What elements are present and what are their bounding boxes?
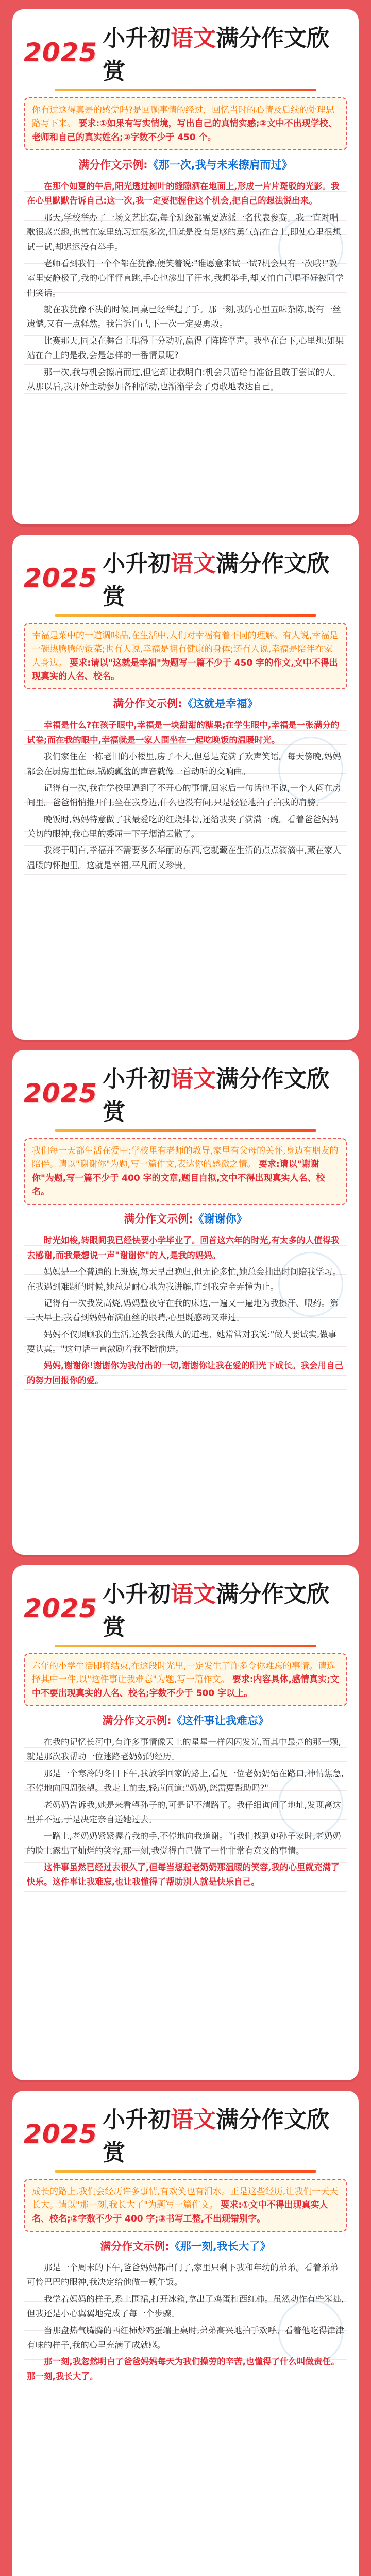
title-year: 2025 [24, 563, 98, 593]
title-year: 2025 [24, 1078, 98, 1108]
essay-paragraph: 那一刻,我忽然明白了爸爸妈妈每天为我们操劳的辛苦,也懂得了什么叫做责任。那一刻,我长大了。 [27, 2357, 340, 2381]
prompt-text: 幸福是菜中的一道调味品,在生活中,人们对幸福有着不同的理解。有人说,幸福是一碗热腾腾的饭菜;也有人说,幸福是拥有健康的身体;还有人说,幸福是陪伴在家人身边。 [32, 631, 339, 668]
prompt-box [24, 2179, 347, 2232]
title-underline [55, 1129, 316, 1132]
card-title [24, 1057, 347, 1126]
title-year: 2025 [24, 1594, 98, 1623]
essay-paragraph: 晚饭时,妈妈特意做了我最爱吃的红烧排骨,还给我夹了满满一碗。看着爸爸妈妈关切的眼神,我心里的委屈一下子烟消云散了。 [27, 814, 339, 839]
essay-body [24, 1231, 347, 1393]
essay-card-1 [12, 9, 359, 524]
essay-paragraph: 幸福是什么?在孩子眼中,幸福是一块甜甜的糖果;在学生眼中,幸福是一张满分的试卷;而在我的眼中,幸福就是一家人围坐在一起吃晚饭的温暖时光。 [27, 720, 340, 745]
essay-body [24, 2259, 347, 2389]
essay-paragraph: 比赛那天,同桌在舞台上唱得十分动听,赢得了阵阵掌声。我坐在台下,心里想:如果站在台上的是我,会是怎样的一番情景呢? [27, 335, 344, 361]
prompt-text: 六年的小学生活即将结束,在这段时光里,一定发生了许多令你难忘的事情。请选择其中一件,以"这件事让我难忘"为题,写一篇作文。 [32, 1661, 335, 1685]
essay-card-4 [12, 1565, 359, 2080]
essay-paragraph: 我终于明白,幸福并不需要多么华丽的东西,它就藏在生活的点点滴滴中,藏在家人温暖的怀抱里。这就是幸福,平凡而又珍贵。 [27, 845, 341, 870]
prompt-text: 你有过这得真是的感觉吗?是回顾事情的经过，回忆当时的心情及后续的处理思路写下来。 [32, 105, 335, 129]
prompt-requirements: 要求:请以"谢谢你"为题,写一篇不少于 400 字的文章,题目自拟,文中不得出现真实人名、校名。 [32, 1159, 325, 1197]
title-year: 2025 [24, 38, 98, 67]
title-year: 2025 [24, 2119, 98, 2149]
essay-title: 满分作文示例:《那一次,我与未来擦肩而过》 [78, 159, 293, 172]
essay-paragraph: 那天,学校举办了一场文艺比赛,每个班级都需要选派一名代表参赛。我一直对唱歌很感兴趣,也常在家里练习过很多次,但就是没有足够的勇气站在台上,即使心里很想试一试,却迟迟没有举手。 [27, 212, 341, 252]
essay-paragraph: 妈妈,谢谢你!谢谢你为我付出的一切,谢谢你让我在爱的阳光下成长。我会用自己的努力回报你的爱。 [27, 1361, 344, 1385]
essay-body [24, 1733, 347, 1895]
prompt-box [24, 1138, 347, 1205]
essay-paragraph: 我学着妈妈的样子,系上围裙,打开冰箱,拿出了鸡蛋和西红柿。虽然动作有些笨拙,但我还是小心翼翼地完成了每一个步骤。 [27, 2294, 344, 2319]
essay-title: 满分作文示例:《谢谢你》 [124, 1213, 247, 1226]
essay-paragraph: 在那个如夏的午后,阳光透过树叶的缝隙洒在地面上,形成一片片斑驳的光影。我在心里默默告诉自己:这一次,我一定要把握住这个机会,把自己的想法说出来。 [27, 181, 340, 206]
essay-paragraph: 记得有一次,我在学校里遇到了不开心的事情,回家后一句话也不说,一个人闷在房间里。爸爸悄悄推开门,坐在我身边,什么也没有问,只是轻轻地拍了拍我的肩膀。 [27, 783, 341, 808]
essay-card-2 [12, 535, 359, 1040]
essay-paragraph: 一路上,老奶奶紧紧握着我的手,不停地向我道谢。当我们找到她孙子家时,老奶奶的脸上露出了灿烂的笑容,那一刻,我觉得自己做了一件非常有意义的事情。 [27, 1831, 341, 1856]
essay-paragraph: 老师看到我们一个个都在犹豫,便笑着说:"谁愿意来试一试?机会只有一次哦!"教室里安静极了,我的心怦怦直跳,手心也渗出了汗水,我想举手,却又怕自己唱不好被同学们笑话。 [27, 258, 344, 298]
essay-paragraph: 妈妈是一个普通的上班族,每天早出晚归,但无论多忙,她总会抽出时间陪我学习。在我遇到难题的时候,她总是耐心地为我讲解,直到我完全弄懂为止。 [27, 1267, 341, 1292]
title-main: 小升初语文满分作文欣赏 [103, 551, 330, 610]
essay-paragraph: 当那盘热气腾腾的西红柿炒鸡蛋端上桌时,弟弟高兴地拍手欢呼。看着他吃得津津有味的样子,我的心里充满了成就感。 [27, 2325, 344, 2350]
title-underline [55, 1645, 316, 1647]
prompt-text: 成长的路上,我们会经历许多事情,有欢笑也有泪水。正是这些经历,让我们一天天长大。请以"那一刻,我长大了"为题写一篇作文。 [32, 2187, 339, 2211]
essay-paragraph: 那一次,我与机会擦肩而过,但它却让我明白:机会只留给有准备且敢于尝试的人。从那以后,我开始主动参加各种活动,也渐渐学会了勇敢地表达自己。 [27, 367, 342, 392]
essay-paragraph: 老奶奶告诉我,她是来看望孙子的,可是记不清路了。我仔细询问了地址,发现离这里并不远,于是决定亲自送她过去。 [27, 1800, 341, 1824]
title-main: 小升初语文满分作文欣赏 [103, 1581, 330, 1640]
essay-title: 满分作文示例:《这件事让我难忘》 [102, 1715, 269, 1727]
card-title [24, 1572, 347, 1641]
essay-paragraph: 记得有一次我发高烧,妈妈整夜守在我的床边,一遍又一遍地为我擦汗、喂药。第二天早上,我看到妈妈布满血丝的眼睛,心里既感动又难过。 [27, 1298, 339, 1323]
prompt-box [24, 623, 347, 689]
prompt-requirements: 要求:请以"这就是幸福"为题写一篇不少于 450 字的作文,文中不得出现真实的人名、校名。 [32, 657, 338, 682]
title-main: 小升初语文满分作文欣赏 [103, 2107, 330, 2166]
essay-title: 满分作文示例:《这就是幸福》 [113, 698, 258, 710]
essay-paragraph: 那是一个寒冷的冬日下午,我放学回家的路上,看见一位老奶奶站在路口,神情焦急,不停地向四周张望。我走上前去,轻声问道:"奶奶,您需要帮助吗?" [27, 1768, 344, 1793]
essay-body [24, 177, 347, 399]
title-underline [55, 614, 316, 617]
essay-paragraph: 妈妈不仅照顾我的生活,还教会我做人的道理。她常常对我说:"做人要诚实,做事要认真。"这句话一直激励着我不断前进。 [27, 1329, 337, 1354]
essay-paragraph: 在我的记忆长河中,有许多事情像天上的星星一样闪闪发光,而其中最亮的那一颗,就是那次我帮助一位迷路老奶奶的经历。 [27, 1737, 341, 1762]
essay-paragraph: 我们家住在一栋老旧的小楼里,房子不大,但总是充满了欢声笑语。每天傍晚,妈妈都会在厨房里忙碌,锅碗瓢盆的声音就像一首动听的交响曲。 [27, 752, 341, 776]
card-title [24, 16, 347, 86]
prompt-requirements: 要求:内容具体,感情真实;文中不要出现真实的人名、校名;字数不少于 500 字以上。 [32, 1674, 339, 1699]
essay-title: 满分作文示例:《那一刻,我长大了》 [100, 2240, 271, 2253]
title-underline [55, 2170, 316, 2173]
prompt-requirements: 要求:①如果有写实情境，写出自己的真情实感;②文中不出现学校、老师和自己的真实姓名;③字数不少于 450 个。 [32, 118, 337, 143]
prompt-text: 我们每一天都生活在爱中:学校里有老师的教导,家里有父母的关怀,身边有朋友的陪伴。请以"谢谢你"为题,写一篇作文,表达你的感激之情。 [32, 1146, 339, 1170]
card-title [24, 542, 347, 611]
prompt-requirements: 要求:①文中不得出现真实人名、校名;②字数不少于 400 字;③书写工整,不出现错别字。 [32, 2200, 328, 2224]
essay-paragraph: 时光如梭,转眼间我已经快要小学毕业了。回首这六年的时光,有太多的人值得我去感谢,而我最想说一声"谢谢你"的人,是我的妈妈。 [27, 1235, 340, 1260]
essay-paragraph: 这件事虽然已经过去很久了,但每当想起老奶奶那温暖的笑容,我的心里就充满了快乐。这件事让我难忘,也让我懂得了帮助别人就是快乐自己。 [27, 1862, 340, 1887]
essay-card-5 [12, 2091, 359, 2576]
prompt-box [24, 97, 347, 150]
title-main: 小升初语文满分作文欣赏 [103, 1066, 330, 1125]
essay-paragraph: 就在我犹豫不决的时候,同桌已经举起了手。那一刻,我的心里五味杂陈,既有一丝遗憾,又有一点释然。我告诉自己,下一次一定要勇敢。 [27, 304, 341, 329]
essay-body [24, 716, 347, 878]
card-title [24, 2098, 347, 2167]
essay-paragraph: 那是一个周末的下午,爸爸妈妈都出门了,家里只剩下我和年幼的弟弟。看着弟弟可怜巴巴的眼神,我决定给他做一顿午饭。 [27, 2263, 339, 2287]
title-underline [55, 89, 316, 91]
prompt-box [24, 1653, 347, 1706]
title-main: 小升初语文满分作文欣赏 [103, 25, 330, 84]
essay-card-3 [12, 1050, 359, 1555]
